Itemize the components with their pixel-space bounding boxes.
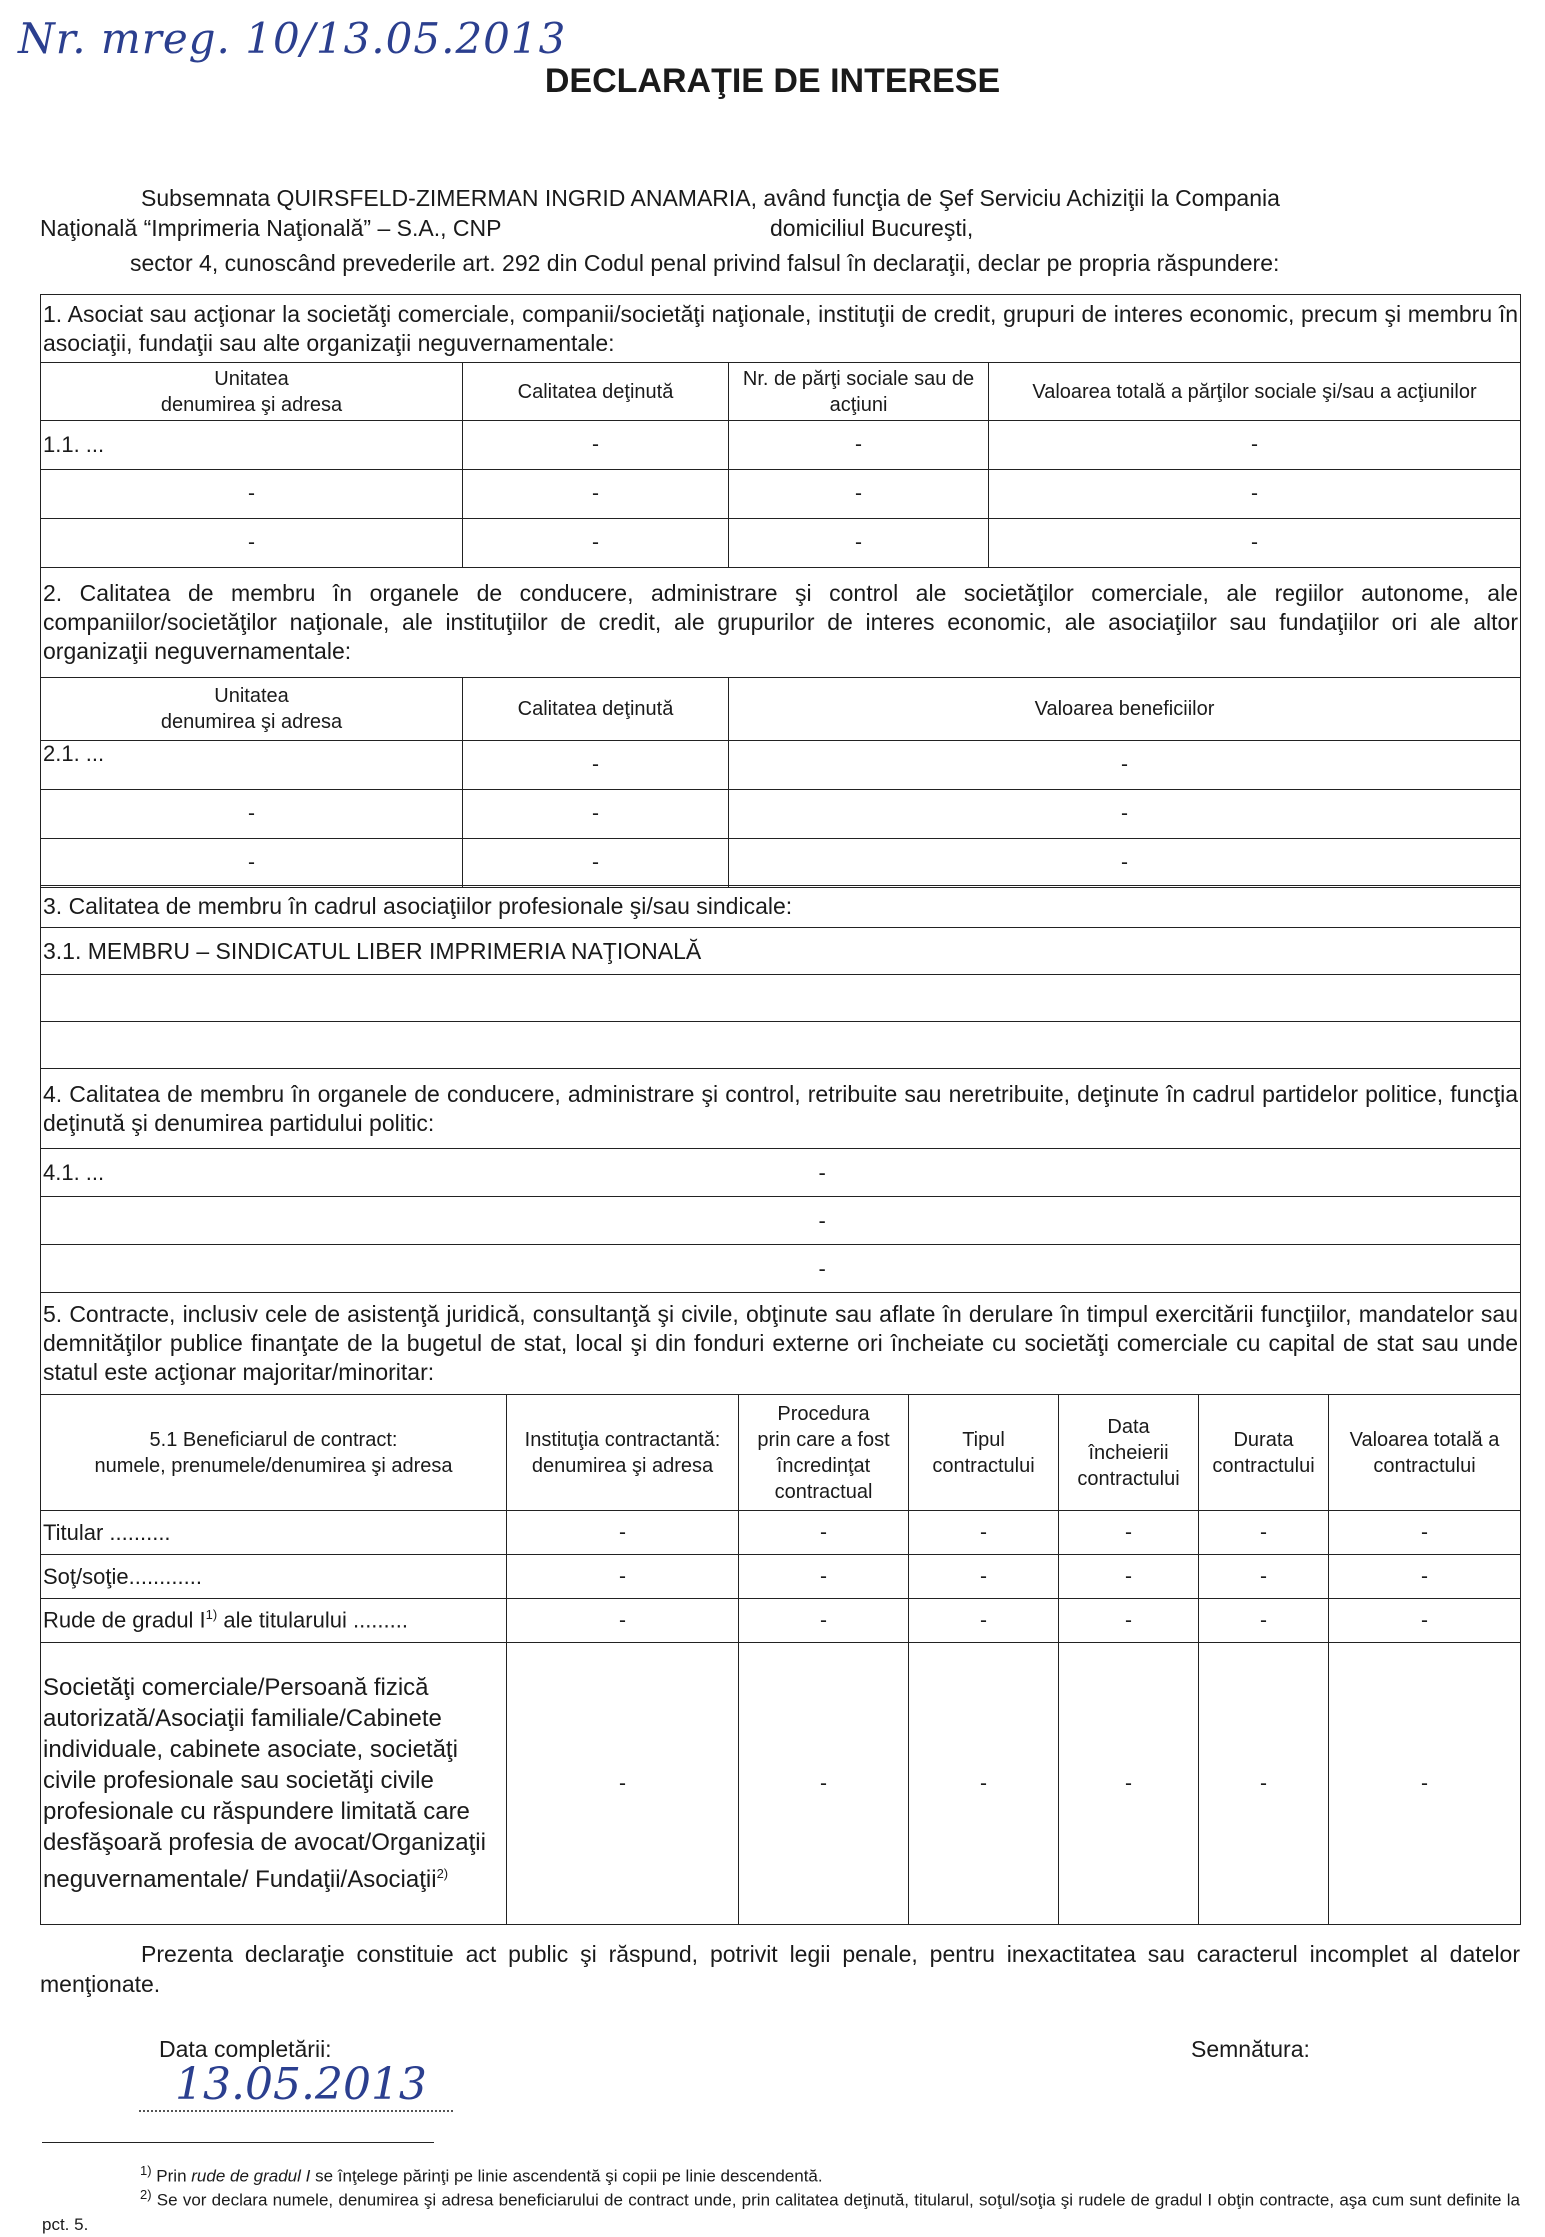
registration-number: Nr. mreg. 10/13.05.2013 — [18, 14, 567, 63]
footnote-1: $^{1)}$ Prin rude de gradul I se înţelege părinţi pe linie ascendentă şi copii pe linie descendentă. — [140, 2163, 823, 2186]
table-cell: - — [463, 519, 729, 568]
section-1-heading: 1. Asociat sau acţionar la societăţi comerciale, companii/societăţi naţionale, instituţii de credit, grupuri de interes economic, precum şi membru în asociaţii, fundaţii sau alte organizaţii neguvernamentale: — [41, 295, 1521, 363]
s2-header-benefits: Valoarea beneficiilor — [729, 678, 1521, 741]
table-cell: - — [41, 470, 463, 519]
table-cell: - — [507, 1643, 739, 1925]
table-cell: - — [701, 1197, 1521, 1245]
table-cell: - — [1199, 1511, 1329, 1555]
table-cell: - — [41, 839, 463, 888]
table-cell: 1.1. ... — [41, 421, 463, 470]
closing-statement: Prezenta declaraţie constituie act public şi răspund, potrivit legii penale, pentru inexactitatea sau caracterul incomplet al datelor menţionate. — [40, 1941, 1520, 1997]
s5-row-label: Titular .......... — [41, 1511, 507, 1555]
table-cell: - — [729, 839, 1521, 888]
table-cell: - — [463, 421, 729, 470]
section-3-heading: 3. Calitatea de membru în cadrul asociaţiilor profesionale şi/sau sindicale: — [41, 886, 1521, 928]
table-cell: - — [739, 1511, 909, 1555]
section-4-heading: 4. Calitatea de membru în organele de conducere, administrare şi control, retribuite sau neretribuite, deţinute în cadrul partidelor politice, funcţia deţinută şi denumirea partidului politic: — [41, 1069, 1521, 1149]
table-cell: - — [729, 470, 989, 519]
table-cell: - — [729, 790, 1521, 839]
table-cell: - — [739, 1599, 909, 1643]
intro-line-1: Subsemnata QUIRSFELD-ZIMERMAN INGRID ANAMARIA, având funcţia de Şef Serviciu Achiziţii la Compania — [141, 185, 1280, 211]
section-3-table — [40, 885, 1521, 1069]
date-label: Data completării: — [159, 2036, 332, 2062]
s5-row-label: Soţ/soţie............ — [41, 1555, 507, 1599]
table-cell: - — [1059, 1555, 1199, 1599]
table-cell: - — [909, 1511, 1059, 1555]
intro-line-2b: domiciliul Bucureşti, — [770, 215, 974, 241]
s2-header-unit: Unitatea denumirea şi adresa — [41, 678, 463, 741]
table-cell: - — [41, 519, 463, 568]
section-2-heading: 2. Calitatea de membru în organele de conducere, administrare şi control ale societăţilor comerciale, ale regiilor autonome, ale companiilor/societăţilor naţionale, ale instituţiilor de credit, ale grupurilor de interes economic, ale asociaţiilor sau fundaţiilor ori ale altor organizaţii neguvernamentale: — [41, 568, 1521, 678]
page-title: DECLARAŢIE DE INTERESE — [544, 62, 1001, 100]
table-cell: - — [463, 470, 729, 519]
table-cell: - — [1329, 1643, 1521, 1925]
s5-header-institution: Instituţia contractantă: denumirea şi adresa — [507, 1395, 739, 1511]
table-cell: - — [507, 1599, 739, 1643]
table-cell: - — [989, 421, 1521, 470]
table-cell: - — [1199, 1599, 1329, 1643]
s5-header-date: Data încheierii contractului — [1059, 1395, 1199, 1511]
date-value: 13.05.2013 — [139, 2060, 453, 2112]
table-cell: - — [989, 519, 1521, 568]
table-cell: - — [989, 470, 1521, 519]
intro-line-2a: Naţională “Imprimeria Naţională” – S.A., CNP — [40, 215, 502, 241]
section-3-row: 3.1. MEMBRU – SINDICATUL LIBER IMPRIMERIA NAŢIONALĂ — [41, 928, 1521, 975]
table-cell: - — [729, 741, 1521, 790]
s5-header-type: Tipul contractului — [909, 1395, 1059, 1511]
footnote-separator — [42, 2142, 434, 2143]
s5-row-label: Rude de gradul $I^{1)}$ ale titularului ......... — [41, 1599, 507, 1643]
table-cell: - — [507, 1511, 739, 1555]
s5-header-beneficiary: 5.1 Beneficiarul de contract: numele, prenumele/denumirea şi adresa — [41, 1395, 507, 1511]
table-cell: - — [463, 741, 729, 790]
table-cell: - — [1199, 1555, 1329, 1599]
table-cell: - — [739, 1643, 909, 1925]
table-cell: - — [701, 1245, 1521, 1293]
table-cell: - — [1059, 1599, 1199, 1643]
table-cell: - — [729, 421, 989, 470]
s5-header-procedure: Procedura prin care a fost încredinţat contractual — [739, 1395, 909, 1511]
table-cell: - — [41, 790, 463, 839]
table-cell: - — [729, 519, 989, 568]
section-1-table — [40, 294, 1521, 568]
table-cell: - — [1059, 1643, 1199, 1925]
s2-header-quality: Calitatea deţinută — [463, 678, 729, 741]
s1-header-shares: Nr. de părţi sociale sau de acţiuni — [729, 363, 989, 421]
table-cell: - — [739, 1555, 909, 1599]
table-cell — [41, 1245, 701, 1293]
table-cell: 4.1. ... — [41, 1149, 701, 1197]
footnote-ref: 1) — [205, 1607, 218, 1623]
table-cell — [41, 1197, 701, 1245]
footnote-ref: 2) — [436, 1866, 449, 1881]
intro-line-3: sector 4, cunoscând prevederile art. 292 din Codul penal privind falsul în declaraţii, declar pe propria răspundere: — [130, 250, 1280, 276]
signature-label: Semnătura: — [1191, 2036, 1310, 2062]
table-cell: - — [909, 1643, 1059, 1925]
section-2-table — [40, 567, 1521, 888]
table-cell: - — [1199, 1643, 1329, 1925]
table-cell: - — [1329, 1555, 1521, 1599]
s1-header-unit: Unitatea denumirea şi adresa — [41, 363, 463, 421]
s1-header-value: Valoarea totală a părţilor sociale şi/sau a acţiunilor — [989, 363, 1521, 421]
table-cell: - — [1329, 1511, 1521, 1555]
table-cell: - — [463, 790, 729, 839]
s5-row-label: Societăţi comerciale/Persoană fizică autorizată/Asociaţii familiale/Cabinete individuale, cabinete asociate, societăţi civile profesionale sau societăţi civile profesionale cu răspundere limitată care desfăşoară profesia de avocat/Organizaţii neguvernamentale/ Fundaţii/Asociaţii$^{2)}$ — [41, 1643, 507, 1925]
footnote-2: $^{2)}$ Se vor declara numele, denumirea şi adresa beneficiarului de contract unde, prin calitatea deţinută, titularul, soţul/soţia şi rudele de gradul I obţin contracte, aşa cum sunt definite la pct. 5. — [42, 2187, 1520, 2234]
table-cell: - — [701, 1149, 1521, 1197]
s1-header-quality: Calitatea deţinută — [463, 363, 729, 421]
section-4-table — [40, 1068, 1521, 1293]
section-5-heading: 5. Contracte, inclusiv cele de asistenţă juridică, consultanţă şi civile, obţinute sau aflate în derulare în timpul exercitării funcţiilor, mandatelor sau demnităţilor publice finanţate de la bugetul de stat, local şi din fonduri externe ori încheiate cu societăţi comerciale cu capital de stat sau unde statul este acţionar majoritar/minoritar: — [41, 1293, 1521, 1395]
table-cell: 2.1. ... — [41, 741, 463, 790]
section-3-row — [41, 975, 1521, 1022]
table-cell: - — [1059, 1511, 1199, 1555]
s5-header-value: Valoarea totală a contractului — [1329, 1395, 1521, 1511]
section-3-row — [41, 1022, 1521, 1069]
table-cell: - — [507, 1555, 739, 1599]
table-cell: - — [463, 839, 729, 888]
table-cell: - — [909, 1599, 1059, 1643]
section-5-table — [40, 1292, 1521, 1925]
s5-header-duration: Durata contractului — [1199, 1395, 1329, 1511]
table-cell: - — [1329, 1599, 1521, 1643]
table-cell: - — [909, 1555, 1059, 1599]
